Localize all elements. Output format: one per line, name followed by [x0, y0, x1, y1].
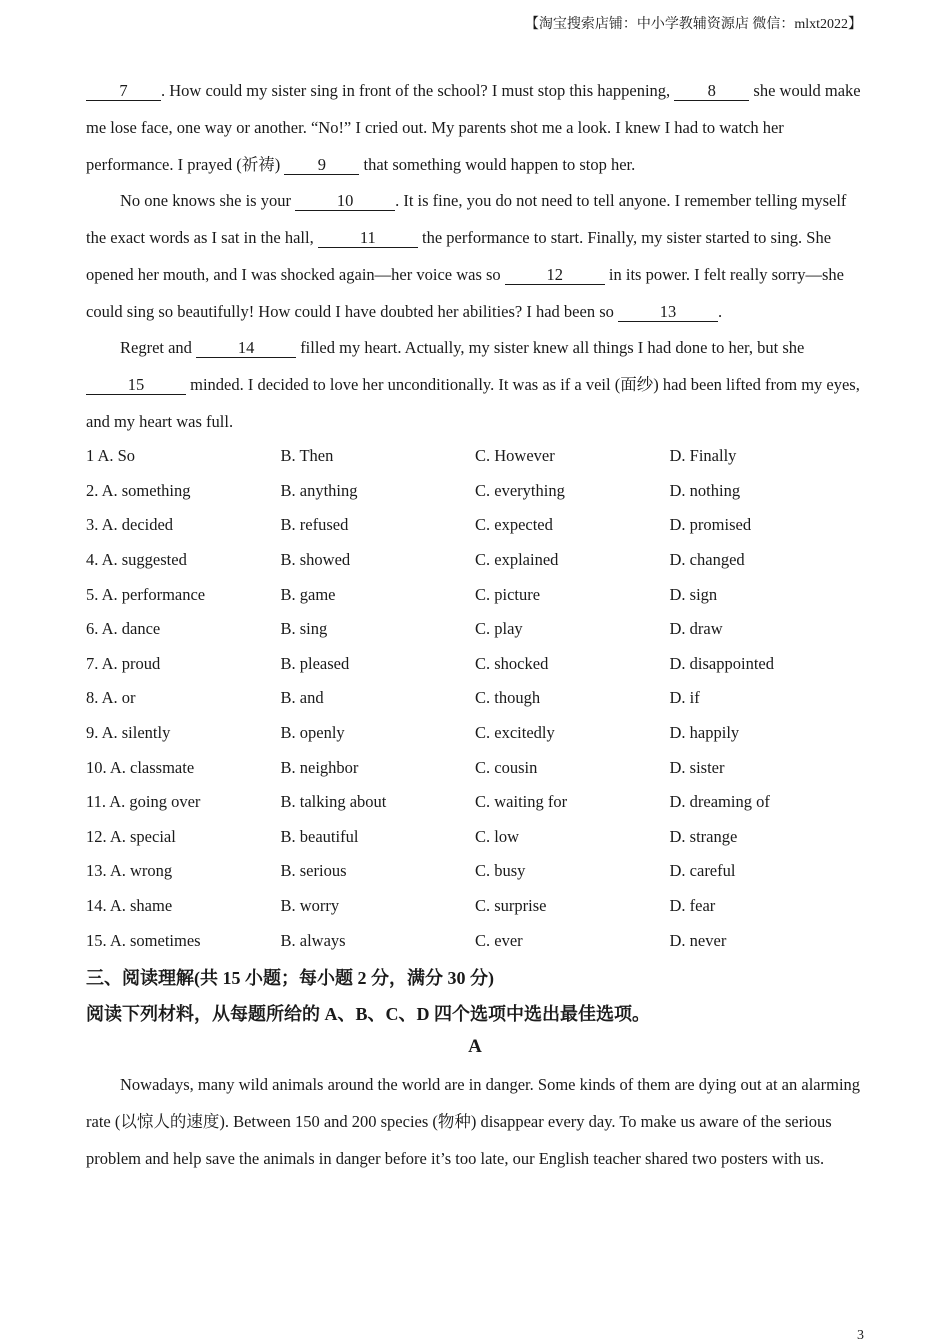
option-c: C. However: [475, 446, 555, 466]
blank-8: 8: [674, 82, 749, 101]
passage-label: A: [468, 1036, 482, 1057]
option-a: 13. A. wrong: [86, 861, 173, 881]
option-d: D. changed: [669, 550, 745, 570]
section-title: 三、阅读理解(共 15 小题；每小题 2 分，满分 30 分): [86, 968, 494, 988]
option-row: [86, 577, 886, 612]
paragraph-text: Regret and: [120, 338, 197, 357]
passage-paragraph-1: [86, 72, 866, 183]
option-a: 3. A. decided: [86, 515, 174, 535]
option-row: [86, 508, 886, 543]
option-c: C. ever: [475, 930, 523, 950]
section-instruction: 阅读下列材料，从每题所给的 A、B、C、D 四个选项中选出最佳选项。: [86, 1004, 650, 1024]
option-a: 6. A. dance: [86, 619, 161, 639]
option-c: C. excitedly: [475, 723, 555, 743]
option-d: D. disappointed: [669, 653, 774, 673]
blank-11: 11: [318, 229, 418, 248]
option-b: B. openly: [280, 723, 345, 743]
blank-15: 15: [86, 376, 186, 395]
option-d: D. sign: [669, 584, 718, 604]
blank-7: 7: [86, 82, 161, 101]
paragraph-text: .: [718, 302, 723, 321]
paragraph-text: minded. I decided to love her unconditionally. It was as if a veil (面纱) had been lifted from my eyes, and my heart was full.: [86, 375, 860, 431]
option-b: B. refused: [280, 515, 349, 535]
options-list: [86, 439, 886, 958]
option-row: [86, 612, 886, 647]
option-a: 7. A. proud: [86, 653, 161, 673]
option-b: B. talking about: [280, 792, 387, 812]
option-row: [86, 750, 886, 785]
paragraph-text: . It is fine, you do not need to tell anyone. I remember telling myself the exact words as I sat in the hall,: [86, 191, 847, 247]
option-c: C. busy: [475, 861, 526, 881]
paragraph-text: filled my heart. Actually, my sister knew all things I had done to her, but she: [296, 338, 805, 357]
option-row: [86, 889, 886, 924]
option-b: B. serious: [280, 861, 347, 881]
option-b: B. anything: [280, 480, 358, 500]
page-number: 3: [857, 1328, 864, 1343]
option-a: 2. A. something: [86, 480, 191, 500]
option-d: D. dreaming of: [669, 792, 770, 812]
option-a: 15. A. sometimes: [86, 930, 201, 950]
option-b: B. beautiful: [280, 826, 359, 846]
paragraph-text: that something would happen to stop her.: [359, 155, 636, 174]
option-c: C. waiting for: [475, 792, 568, 812]
option-d: D. careful: [669, 861, 736, 881]
page-header: 【淘宝搜索店铺：中小学教辅资源店 微信：mlxt2022】: [524, 17, 862, 32]
option-row: [86, 785, 886, 820]
option-b: B. game: [280, 584, 336, 604]
option-row: [86, 543, 886, 578]
option-a: 8. A. or: [86, 688, 136, 708]
option-c: C. though: [475, 688, 541, 708]
option-row: [86, 820, 886, 855]
paragraph-text: . How could my sister sing in front of the school? I must stop this happening,: [161, 81, 675, 100]
option-c: C. shocked: [475, 653, 549, 673]
option-d: D. fear: [669, 896, 716, 916]
blank-10: 10: [295, 192, 395, 211]
option-a: 4. A. suggested: [86, 550, 187, 570]
passage-paragraph-3: [86, 329, 866, 440]
option-row: [86, 681, 886, 716]
paragraph-text: No one knows she is your: [120, 191, 296, 210]
paragraph-text: the performance to start. Finally, my sister started to sing. She opened her mouth, and I was shocked again—her voice was so: [86, 228, 832, 284]
option-d: D. never: [669, 930, 727, 950]
option-row: [86, 474, 886, 509]
option-d: D. happily: [669, 723, 740, 743]
option-d: D. if: [669, 688, 700, 708]
option-a: 9. A. silently: [86, 723, 171, 743]
option-b: B. and: [280, 688, 324, 708]
option-c: C. picture: [475, 584, 541, 604]
option-b: B. worry: [280, 896, 340, 916]
option-row: [86, 923, 886, 958]
option-a: 10. A. classmate: [86, 757, 195, 777]
option-b: B. neighbor: [280, 757, 359, 777]
blank-13: 13: [618, 303, 718, 322]
option-row: [86, 647, 886, 682]
option-a: 14. A. shame: [86, 896, 173, 916]
blank-12: 12: [505, 266, 605, 285]
option-row: [86, 716, 886, 751]
option-a: 5. A. performance: [86, 584, 206, 604]
option-c: C. expected: [475, 515, 553, 535]
option-c: C. cousin: [475, 757, 538, 777]
option-d: D. Finally: [669, 446, 737, 466]
option-a: 12. A. special: [86, 826, 176, 846]
option-row: [86, 439, 886, 474]
option-c: C. surprise: [475, 896, 547, 916]
option-b: B. showed: [280, 550, 351, 570]
option-d: D. strange: [669, 826, 738, 846]
option-c: C. everything: [475, 480, 565, 500]
option-c: C. explained: [475, 550, 559, 570]
option-b: B. always: [280, 930, 346, 950]
option-d: D. sister: [669, 757, 725, 777]
blank-9: 9: [284, 156, 359, 175]
option-d: D. promised: [669, 515, 752, 535]
option-d: D. draw: [669, 619, 723, 639]
option-d: D. nothing: [669, 480, 741, 500]
paragraph-text: in its power. I felt really sorry—she could sing so beautifully! How could I have doubted her abilities? I had been so: [86, 265, 844, 321]
option-b: B. sing: [280, 619, 328, 639]
option-row: [86, 854, 886, 889]
option-a: 11. A. going over: [86, 792, 201, 812]
paragraph-text: she would make me lose face, one way or another. “No!” I cried out. My parents shot me a look. I knew I had to watch her performance. I prayed (祈祷): [86, 81, 861, 174]
passage-paragraph-2: [86, 182, 866, 330]
option-a: 1 A. So: [86, 446, 136, 466]
option-b: B. pleased: [280, 653, 350, 673]
blank-14: 14: [196, 339, 296, 358]
option-c: C. low: [475, 826, 520, 846]
option-b: B. Then: [280, 446, 334, 466]
option-c: C. play: [475, 619, 523, 639]
reading-passage-a: Nowadays, many wild animals around the world are in danger. Some kinds of them are dying out at an alarming rate (以惊人的速度). Between 150 and 200 species (物种) disappear every day. To make us aware of the serious problem and help save the animals in danger before it’s too late, our English teacher shared two posters with us.: [86, 1075, 861, 1168]
